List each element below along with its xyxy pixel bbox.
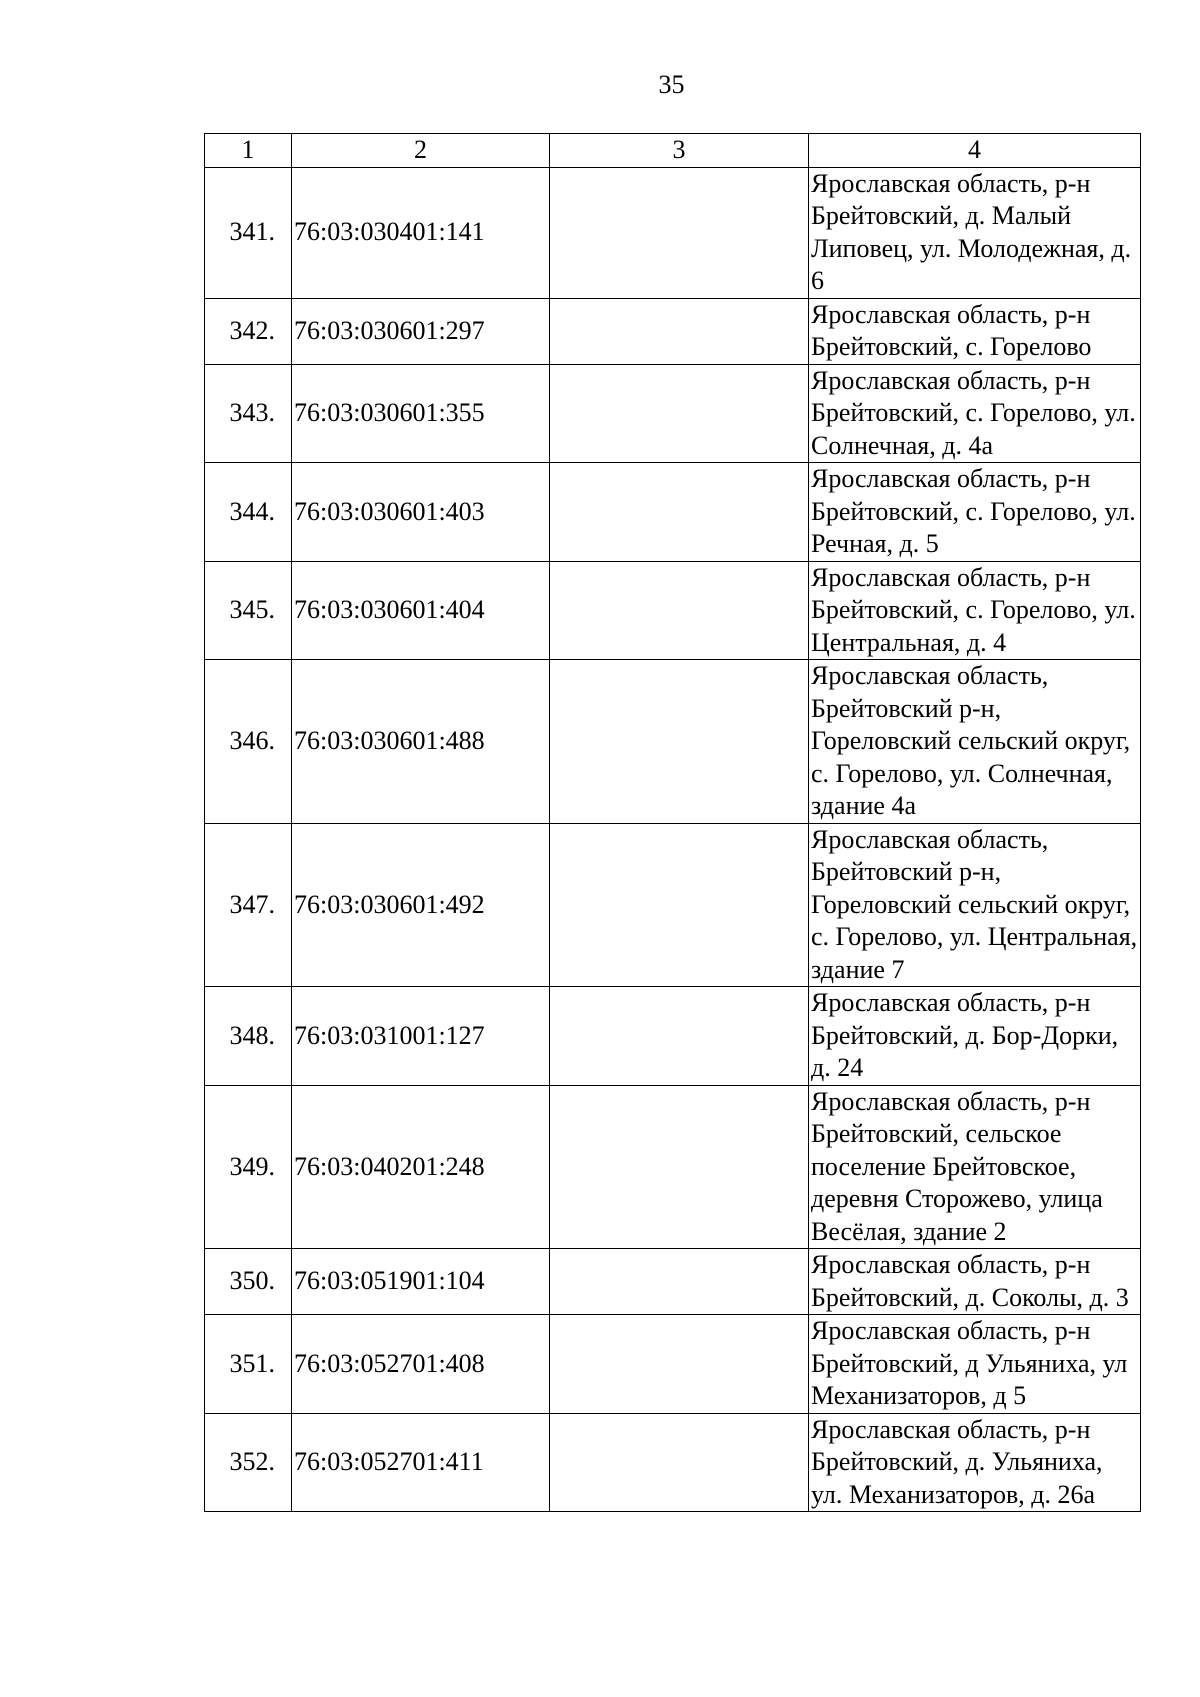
row-number: 352. — [205, 1413, 292, 1512]
cadastral-number: 76:03:030401:141 — [292, 167, 550, 298]
address: Ярославская область, р-н Брейтовский, д. Соколы, д. 3 — [809, 1249, 1141, 1315]
row-number: 345. — [205, 561, 292, 660]
table-row — [205, 1085, 1141, 1249]
cadastral-number: 76:03:052701:411 — [292, 1413, 550, 1512]
table-row — [205, 1249, 1141, 1315]
empty-cell — [550, 1085, 809, 1249]
empty-cell — [550, 660, 809, 824]
address: Ярославская область, р-н Брейтовский, с. Горелово, ул. Солнечная, д. 4а — [809, 364, 1141, 463]
cadastral-number: 76:03:030601:297 — [292, 298, 550, 364]
row-number: 351. — [205, 1315, 292, 1414]
table-row — [205, 987, 1141, 1086]
empty-cell — [550, 561, 809, 660]
registry-table — [204, 133, 1141, 1512]
cadastral-number: 76:03:030601:492 — [292, 823, 550, 987]
row-number: 341. — [205, 167, 292, 298]
cadastral-number: 76:03:030601:355 — [292, 364, 550, 463]
table-row — [205, 298, 1141, 364]
table-header-row — [205, 134, 1141, 168]
cadastral-number: 76:03:030601:403 — [292, 463, 550, 562]
cadastral-number: 76:03:052701:408 — [292, 1315, 550, 1414]
row-number: 347. — [205, 823, 292, 987]
cadastral-number: 76:03:040201:248 — [292, 1085, 550, 1249]
empty-cell — [550, 298, 809, 364]
header-cell-3: 3 — [550, 134, 809, 168]
address: Ярославская область, Брейтовский р-н, Гореловский сельский округ, с. Горелово, ул. Солнечная, здание 4а — [809, 660, 1141, 824]
cadastral-number: 76:03:030601:404 — [292, 561, 550, 660]
header-cell-2: 2 — [292, 134, 550, 168]
empty-cell — [550, 463, 809, 562]
cadastral-number: 76:03:031001:127 — [292, 987, 550, 1086]
table-row — [205, 463, 1141, 562]
table-row — [205, 167, 1141, 298]
table-row — [205, 561, 1141, 660]
empty-cell — [550, 167, 809, 298]
row-number: 346. — [205, 660, 292, 824]
address: Ярославская область, Брейтовский р-н, Гореловский сельский округ, с. Горелово, ул. Центральная, здание 7 — [809, 823, 1141, 987]
row-number: 350. — [205, 1249, 292, 1315]
empty-cell — [550, 1413, 809, 1512]
row-number: 348. — [205, 987, 292, 1086]
table-row — [205, 823, 1141, 987]
empty-cell — [550, 987, 809, 1086]
address: Ярославская область, р-н Брейтовский, д. Малый Липовец, ул. Молодежная, д. 6 — [809, 167, 1141, 298]
row-number: 349. — [205, 1085, 292, 1249]
empty-cell — [550, 1315, 809, 1414]
address: Ярославская область, р-н Брейтовский, д Ульяниха, ул Механизаторов, д 5 — [809, 1315, 1141, 1414]
cadastral-number: 76:03:051901:104 — [292, 1249, 550, 1315]
empty-cell — [550, 823, 809, 987]
page-number: 35 — [658, 70, 685, 99]
address: Ярославская область, р-н Брейтовский, с. Горелово — [809, 298, 1141, 364]
row-number: 343. — [205, 364, 292, 463]
address: Ярославская область, р-н Брейтовский, сельское поселение Брейтовское, деревня Сторожево, улица Весёлая, здание 2 — [809, 1085, 1141, 1249]
address: Ярославская область, р-н Брейтовский, д. Бор-Дорки, д. 24 — [809, 987, 1141, 1086]
cadastral-number: 76:03:030601:488 — [292, 660, 550, 824]
row-number: 342. — [205, 298, 292, 364]
empty-cell — [550, 1249, 809, 1315]
empty-cell — [550, 364, 809, 463]
table-row — [205, 1315, 1141, 1414]
header-cell-4: 4 — [809, 134, 1141, 168]
row-number: 344. — [205, 463, 292, 562]
table-row — [205, 1413, 1141, 1512]
table-row — [205, 364, 1141, 463]
header-cell-1: 1 — [205, 134, 292, 168]
address: Ярославская область, р-н Брейтовский, д. Ульяниха, ул. Механизаторов, д. 26а — [809, 1413, 1141, 1512]
address: Ярославская область, р-н Брейтовский, с. Горелово, ул. Центральная, д. 4 — [809, 561, 1141, 660]
address: Ярославская область, р-н Брейтовский, с. Горелово, ул. Речная, д. 5 — [809, 463, 1141, 562]
table-row — [205, 660, 1141, 824]
